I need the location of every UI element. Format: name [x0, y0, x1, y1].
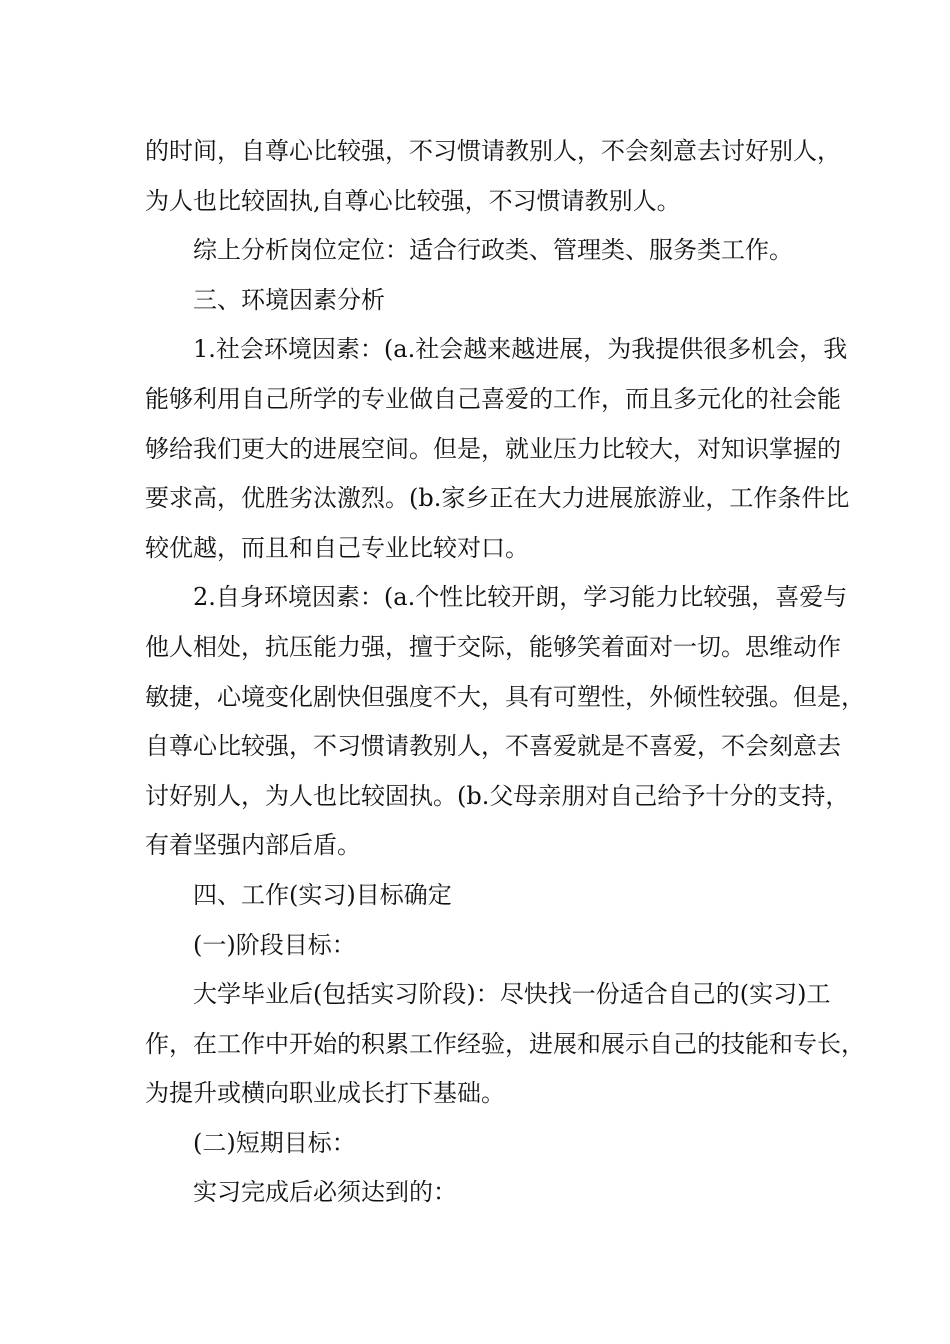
text-line: 大学毕业后(包括实习阶段)：尽快找一份适合自己的(实习)工 — [193, 980, 831, 1009]
text-line: 敏捷，心境变化剧快但强度不大，具有可塑性，外倾性较强。但是， — [145, 682, 865, 711]
subsection-heading: (一)阶段目标： — [193, 930, 356, 959]
text-line: 较优越，而且和自己专业比较对口。 — [145, 533, 529, 562]
document-body — [145, 127, 865, 1218]
text-line: 他人相处，抗压能力强，擅于交际，能够笑着面对一切。思维动作 — [145, 632, 841, 661]
section-heading: 四、工作(实习)目标确定 — [193, 880, 452, 909]
text-line: 够给我们更大的进展空间。但是，就业压力比较大，对知识掌握的 — [145, 434, 841, 463]
text-line: 讨好别人，为人也比较固执。(b.父母亲朋对自己给予十分的支持， — [145, 781, 850, 810]
subsection-heading: (二)短期目标： — [193, 1128, 356, 1157]
text-line: 2.自身环境因素：(a.个性比较开朗，学习能力比较强，喜爱与 — [193, 583, 848, 612]
text-line: 能够利用自己所学的专业做自己喜爱的工作，而且多元化的社会能 — [145, 384, 841, 413]
text-line: 1.社会环境因素：(a.社会越来越进展，为我提供很多机会，我 — [193, 335, 848, 364]
text-line: 自尊心比较强，不习惯请教别人，不喜爱就是不喜爱，不会刻意去 — [145, 732, 841, 761]
text-line: 的时间，自尊心比较强，不习惯请教别人，不会刻意去讨好别人， — [145, 137, 841, 165]
text-line: 作，在工作中开始的积累工作经验，进展和展示自己的技能和专长， — [145, 1029, 865, 1058]
text-line: 实习完成后必须达到的： — [193, 1178, 457, 1207]
text-line: 有着坚强内部后盾。 — [145, 831, 361, 860]
text-line: 为提升或横向职业成长打下基础。 — [145, 1079, 505, 1108]
text-line: 综上分析岗位定位：适合行政类、管理类、服务类工作。 — [193, 236, 793, 265]
section-heading: 三、环境因素分析 — [193, 285, 385, 314]
text-line: 为人也比较固执,自尊心比较强，不习惯请教别人。 — [145, 186, 681, 215]
text-line: 要求高，优胜劣汰激烈。(b.家乡正在大力进展旅游业，工作条件比 — [145, 484, 850, 513]
